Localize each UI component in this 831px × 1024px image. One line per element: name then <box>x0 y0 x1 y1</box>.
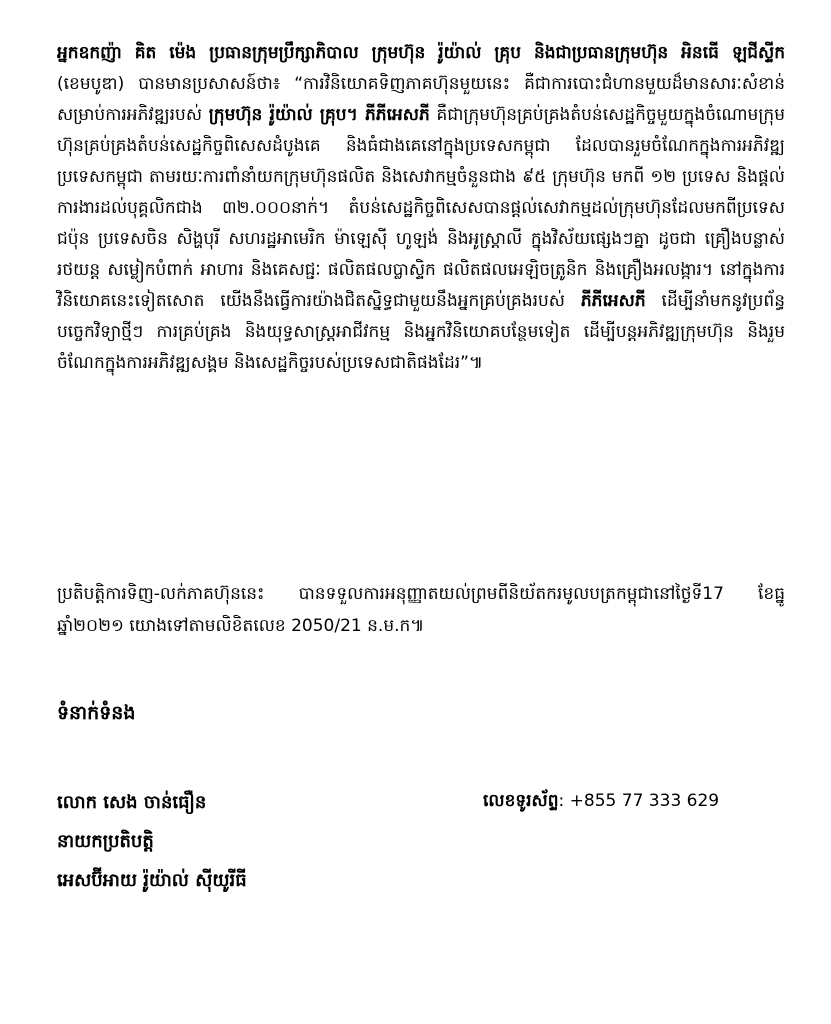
ppsp-emphasis: ភីភីអេសភី <box>580 291 646 311</box>
contact-role: នាយកប្រតិបត្តិ <box>57 831 154 852</box>
contact-phone <box>483 790 719 815</box>
phone-number: : +855 77 333 629 <box>558 791 720 811</box>
statement-text-1: (ខេមបូឌា) បានមានប្រសាសន៍ថា៖ “ការវិនិយោគទិញភាគហ៊ុនមួយនេះ គឺជាការបោះជំហានមួយដ៏មានសារៈសំខាន់សម្រាប់ការអភិវឌ្ឍរបស់ <box>57 74 785 125</box>
approval-paragraph: ប្រតិបត្តិការទិញ-លក់ភាគហ៊ុននេះ បានទទួលការអនុញ្ញាតយល់ព្រមពីនិយ័តករមូលបត្រកម្ពុជានៅថ្ងៃទី17 ខែធ្នូ ឆ្នាំ២០២១ យោងទៅតាមលិខិតលេខ 2050/21 ន.ម.ក៕ <box>57 584 785 636</box>
statement-text-3: ដើម្បីនាំមកនូវប្រព័ន្ធបច្ចេកវិទ្យាថ្មីៗ ការគ្រប់គ្រង និងយុទ្ធសាស្ត្រអាជីវកម្ម និងអ្នកវិនិយោគបន្ថែមទៀត ដើម្បីបន្តអភិវឌ្ឍក្រុមហ៊ុន និងរួមចំណែកក្នុងការអភិវឌ្ឍសង្គម និងសេដ្ឋកិច្ចរបស់ប្រទេសជាតិផងដែរ”៕ <box>57 291 785 373</box>
contact-company: អេសប៊ីអាយ រ៉ូយ៉ាល់ ស៊ីយូរីធី <box>57 870 247 891</box>
phone-label: លេខទូរស័ព្ទ <box>483 791 559 811</box>
contact-name: លោក សេង ចាន់ធឿន <box>57 792 207 813</box>
statement-text-2: គឺជាក្រុមហ៊ុនគ្រប់គ្រងតំបន់សេដ្ឋកិច្ចមួយក្នុងចំណោមក្រុមហ៊ុនគ្រប់គ្រងតំបន់សេដ្ឋកិច្ចពិសេសដំបូងគេ និងធំជាងគេនៅក្នុងប្រទេសកម្ពុជា ដែលបានរួមចំណែកក្នុងការអភិវឌ្ឍប្រទេសកម្ពុជា តាមរយៈការពាំនាំយកក្រុមហ៊ុនផលិត និងសេវាកម្មចំនួនជាង ៩៥ ក្រុមហ៊ុន មកពី ១២ ប្រទេស និងផ្តល់ការងារដល់បុគ្គលិកជាង ៣២.០០០នាក់។ តំបន់សេដ្ឋកិច្ចពិសេសបានផ្តល់សេវាកម្មដល់ក្រុមហ៊ុនដែលមកពីប្រទេស ជប៉ុន ប្រទេសចិន សិង្ហបុរី សហរដ្ឋអាមេរិក ម៉ាឡេស៊ី ហូឡង់ និងអូស្ត្រាលី ក្នុងវិស័យផ្សេងៗគ្នា ដូចជា គ្រឿងបន្លាស់រថយន្ត សម្លៀកបំពាក់ អាហារ និងគេសជ្ជៈ ផលិតផលប្លាស្ទិក ផលិតផលអេឡិចត្រូនិក និងគ្រឿងអលង្ការ។ នៅក្នុងការវិនិយោគនេះទៀតសោត យើងនឹងធ្វើការយ៉ាងជិតស្និទ្ធជាមួយនឹងអ្នកគ្រប់គ្រងរបស់ <box>57 105 785 311</box>
speaker-intro: អ្នកឧកញ៉ា គិត ម៉េង ប្រធានក្រុមប្រឹក្សាភិបាល ក្រុមហ៊ុន រ៉ូយ៉ាល់ គ្រុប និងជាប្រធានក្រុមហ៊ុន អិនធើ ឡជីស្ទីក <box>57 43 785 63</box>
statement-paragraph <box>57 38 785 379</box>
contact-heading: ទំនាក់ទំនង <box>57 702 136 724</box>
company-name-emphasis: ក្រុមហ៊ុន រ៉ូយ៉ាល់ គ្រុប។ ភីភីអេសភី <box>208 105 430 125</box>
